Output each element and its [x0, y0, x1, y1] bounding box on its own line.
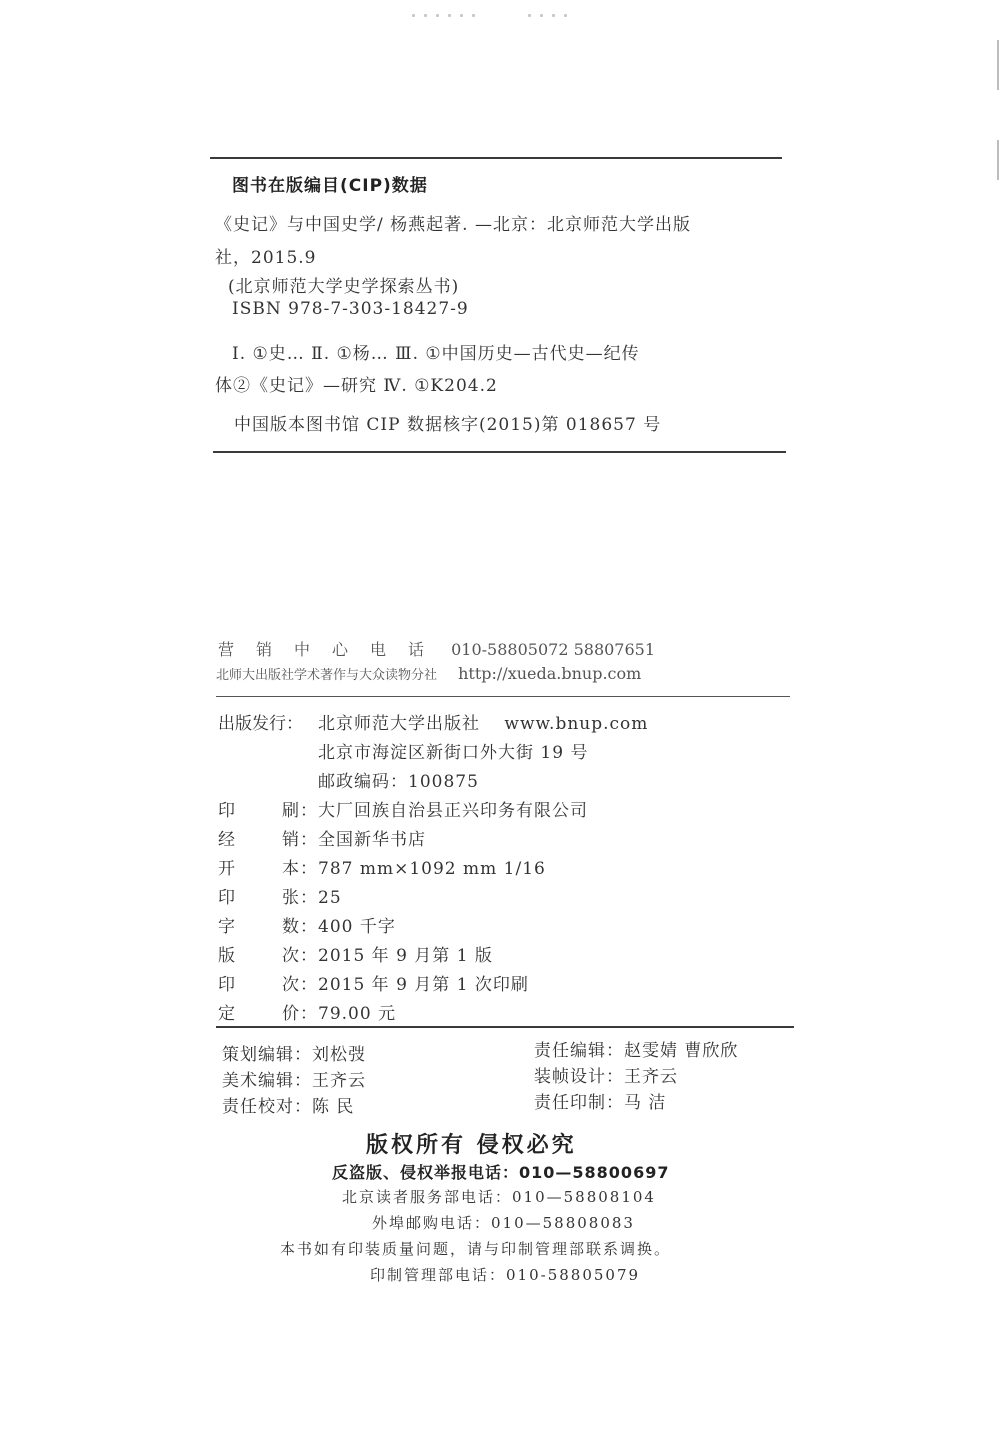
cip-top-rule	[210, 157, 782, 159]
staff-label: 责任编辑：	[534, 1041, 624, 1061]
staff-name: 王齐云	[624, 1067, 678, 1087]
staff-left-1	[222, 1040, 366, 1065]
staff-rule	[216, 1026, 794, 1028]
pub-row-format: 开 本：787 mm×1092 mm 1/16	[218, 854, 546, 879]
cip-line: Ⅰ. ①史… Ⅱ. ①杨… Ⅲ. ①中国历史—古代史—纪传	[232, 344, 640, 364]
staff-label: 装帧设计：	[534, 1067, 624, 1087]
publisher-label: 出版发行：	[218, 714, 303, 734]
scan-mark	[528, 2, 576, 12]
cip-isbn: ISBN 978-7-303-18427-9	[232, 299, 469, 319]
pub-key-2: 次	[282, 975, 300, 995]
pub-key-1: 印	[218, 888, 236, 908]
staff-left-3	[222, 1092, 354, 1117]
staff-right-2	[534, 1062, 678, 1087]
publisher-row	[218, 709, 648, 734]
pub-key-1: 定	[218, 1004, 236, 1024]
print-dept-phone: 印制管理部电话：010-58805079	[370, 1266, 641, 1284]
cip-line: 体②《史记》—研究 Ⅳ. ①K204.2	[215, 376, 498, 396]
pub-value: 787 mm×1092 mm 1/16	[318, 859, 546, 879]
reader-service-phone: 北京读者服务部电话：010—58808104	[342, 1188, 656, 1206]
publisher-address: 北京市海淀区新街口外大街 19 号	[318, 743, 589, 763]
staff-label: 责任校对：	[222, 1097, 312, 1117]
scan-edge-mark	[997, 40, 999, 90]
antipiracy-phone: 反盗版、侵权举报电话：010—58800697	[332, 1163, 670, 1182]
pub-key-2: 张	[282, 888, 300, 908]
publisher-url: www.bnup.com	[504, 714, 649, 734]
marketing-sub-label: 北师大出版社学术著作与大众读物分社	[216, 668, 438, 683]
pub-value: 2015 年 9 月第 1 次印刷	[318, 975, 529, 995]
marketing-rule	[216, 696, 790, 697]
copyright-title: 版权所有 侵权必究	[366, 1133, 577, 1158]
quality-notice: 本书如有印装质量问题，请与印制管理部联系调换。	[280, 1240, 672, 1258]
staff-right-1	[534, 1036, 738, 1061]
pub-key-2: 本	[282, 859, 300, 879]
marketing-phone-row	[218, 637, 655, 660]
pub-row-sheets: 印 张：25	[218, 883, 342, 908]
pub-key-1: 印	[218, 801, 236, 821]
cip-line: 中国版本图书馆 CIP 数据核字(2015)第 018657 号	[234, 415, 662, 435]
staff-name: 赵雯婧 曹欣欣	[624, 1041, 739, 1061]
cip-title: 图书在版编目(CIP)数据	[232, 176, 428, 196]
staff-label: 责任印制：	[534, 1093, 624, 1113]
marketing-url: http://xueda.bnup.com	[458, 664, 642, 683]
cip-line: (北京师范大学史学探索丛书)	[228, 277, 460, 297]
cip-bottom-rule	[213, 451, 786, 453]
pub-value: 400 千字	[318, 917, 396, 937]
pub-key-1: 字	[218, 917, 236, 937]
staff-label: 策划编辑：	[222, 1045, 312, 1065]
pub-key-2: 刷	[282, 801, 300, 821]
pub-key-1: 版	[218, 946, 236, 966]
pub-key-1: 印	[218, 975, 236, 995]
pub-row-printing: 印 次：2015 年 9 月第 1 次印刷	[218, 970, 529, 995]
staff-left-2	[222, 1066, 366, 1091]
pub-row-edition: 版 次：2015 年 9 月第 1 版	[218, 941, 493, 966]
pub-key-1: 开	[218, 859, 236, 879]
pub-value: 79.00 元	[318, 1004, 397, 1024]
pub-row-price: 定 价：79.00 元	[218, 999, 396, 1024]
staff-name: 王齐云	[312, 1071, 366, 1091]
marketing-phones: 010-58805072 58807651	[451, 640, 656, 659]
staff-name: 马 洁	[624, 1093, 667, 1113]
postal-code: 邮政编码：100875	[318, 772, 479, 792]
marketing-label: 营销中心电话	[218, 640, 447, 659]
pub-key-2: 销	[282, 830, 300, 850]
cip-line: 《史记》与中国史学/ 杨燕起著. —北京：北京师范大学出版	[215, 215, 691, 235]
mail-order-phone: 外埠邮购电话：010—58808083	[372, 1214, 635, 1232]
pub-value: 大厂回族自治县正兴印务有限公司	[318, 801, 588, 821]
pub-value: 25	[318, 888, 342, 908]
pub-value: 全国新华书店	[318, 830, 426, 850]
scan-mark	[412, 2, 484, 12]
marketing-url-row	[216, 664, 641, 683]
scan-edge-mark	[997, 140, 999, 180]
pub-row-wordcount: 字 数：400 千字	[218, 912, 396, 937]
publisher-name: 北京师范大学出版社	[318, 714, 480, 734]
pub-value: 2015 年 9 月第 1 版	[318, 946, 493, 966]
pub-key-2: 数	[282, 917, 300, 937]
staff-label: 美术编辑：	[222, 1071, 312, 1091]
staff-name: 陈 民	[312, 1097, 355, 1117]
staff-right-3	[534, 1088, 666, 1113]
pub-key-2: 次	[282, 946, 300, 966]
staff-name: 刘松弢	[312, 1045, 366, 1065]
pub-row-print: 印 刷：大厂回族自治县正兴印务有限公司	[218, 796, 588, 821]
pub-row-distribution: 经 销：全国新华书店	[218, 825, 426, 850]
pub-key-2: 价	[282, 1004, 300, 1024]
cip-line: 社，2015.9	[215, 248, 317, 268]
pub-key-1: 经	[218, 830, 236, 850]
